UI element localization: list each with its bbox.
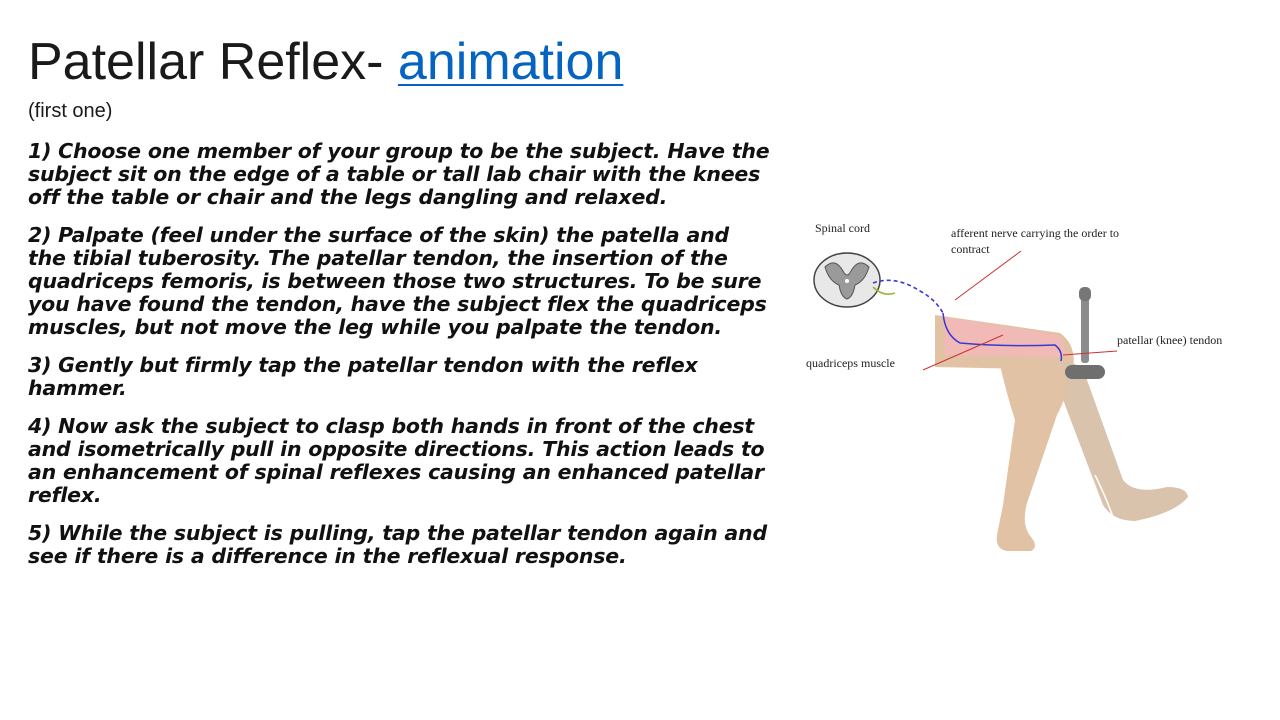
label-afferent-nerve-line2: contract xyxy=(951,242,990,256)
step-1: 1) Choose one member of your group to be the subject. Have the subject sit on the edge of a table or tall lab chair with the knees off the table or chair and the legs dangling and relaxed. xyxy=(28,139,770,209)
nerve-path xyxy=(873,280,943,313)
step-5: 5) While the subject is pulling, tap the patellar tendon again and see if there is a difference in the reflexual response. xyxy=(28,521,767,568)
step-2: 2) Palpate (feel under the surface of the skin) the patella and the tibial tuberosity. The patellar tendon, the insertion of the quadriceps femoris, is between those two structures. To be sure you have found the tendon, have the subject flex the quadriceps muscles, but not move the leg while you palpate the tendon. xyxy=(28,223,767,339)
diagram-illustration xyxy=(795,205,1265,575)
instruction-list xyxy=(28,140,773,583)
page-title xyxy=(28,34,623,91)
title-text: Patellar Reflex- xyxy=(28,33,398,91)
back-leg-illustration xyxy=(1050,362,1188,521)
lower-leg-illustration xyxy=(997,365,1067,551)
label-quadriceps-muscle: quadriceps muscle xyxy=(806,356,895,370)
label-spinal-cord: Spinal cord xyxy=(815,221,870,235)
animation-link[interactable]: animation xyxy=(397,33,624,91)
quadriceps-muscle xyxy=(943,317,1065,357)
step-4: 4) Now ask the subject to clasp both hands in front of the chest and isometrically pull in opposite directions. This action leads to an enhancement of spinal reflexes causing an enhanced patellar reflex. xyxy=(28,414,765,507)
label-patellar-tendon: patellar (knee) tendon xyxy=(1117,333,1223,347)
step-3: 3) Gently but firmly tap the patellar tendon with the reflex hammer. xyxy=(28,353,698,400)
spinal-cord-illustration xyxy=(814,253,880,307)
subtitle: (first one) xyxy=(28,100,113,122)
label-afferent-nerve-line1: afferent nerve carrying the order to xyxy=(951,226,1120,240)
patellar-reflex-diagram xyxy=(795,205,1265,575)
reflex-hammer-illustration xyxy=(1065,287,1105,379)
